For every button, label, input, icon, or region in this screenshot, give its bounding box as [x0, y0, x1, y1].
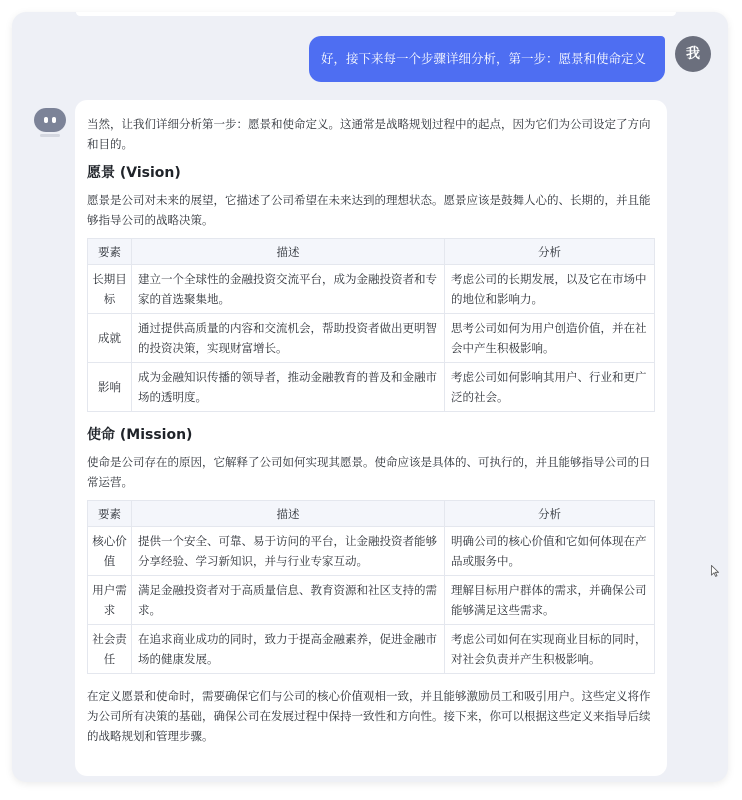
column-header: 描述	[132, 239, 445, 265]
intro-text: 当然，让我们详细分析第一步：愿景和使命定义。这通常是战略规划过程中的起点，因为它们为公司设定了方向和目的。	[87, 117, 651, 151]
robot-icon	[34, 104, 66, 136]
analysis-cell: 考虑公司如何在实现商业目标的同时，对社会负责并产生积极影响。	[445, 625, 655, 674]
user-message-bubble: 好，接下来每一个步骤详细分析，第一步：愿景和使命定义	[309, 36, 665, 82]
mouse-cursor-icon	[711, 565, 719, 577]
analysis-cell: 理解目标用户群体的需求，并确保公司能够满足这些需求。	[445, 576, 655, 625]
element-cell: 影响	[88, 363, 132, 412]
description-cell: 在追求商业成功的同时，致力于提高金融素养，促进金融市场的健康发展。	[132, 625, 445, 674]
mission-description: 使命是公司存在的原因，它解释了公司如何实现其愿景。使命应该是具体的、可执行的，并且能够指导公司的日常运营。	[87, 455, 651, 489]
element-cell: 长期目标	[88, 265, 132, 314]
conclusion-text: 在定义愿景和使命时，需要确保它们与公司的核心价值观相一致，并且能够激励员工和吸引用户。这些定义将作为公司所有决策的基础，确保公司在发展过程中保持一致性和方向性。接下来，你可以根据这些定义来指导后续的战略规划和管理步骤。	[87, 689, 651, 743]
user-avatar[interactable]: 我	[675, 36, 711, 72]
column-header: 分析	[445, 239, 655, 265]
chat-panel	[12, 12, 728, 782]
table-header-row	[88, 501, 655, 527]
assistant-message-bubble	[75, 100, 667, 776]
column-header: 分析	[445, 501, 655, 527]
column-header: 要素	[88, 501, 132, 527]
table-row	[88, 314, 655, 363]
table-header-row	[88, 239, 655, 265]
vision-description: 愿景是公司对未来的展望，它描述了公司希望在未来达到的理想状态。愿景应该是鼓舞人心的、长期的，并且能够指导公司的战略决策。	[87, 193, 651, 227]
table-row	[88, 265, 655, 314]
previous-message-edge	[76, 12, 676, 16]
analysis-cell: 思考公司如何为用户创造价值，并在社会中产生积极影响。	[445, 314, 655, 363]
column-header: 要素	[88, 239, 132, 265]
element-cell: 成就	[88, 314, 132, 363]
mission-table	[87, 500, 655, 674]
description-cell: 建立一个全球性的金融投资交流平台，成为金融投资者和专家的首选聚集地。	[132, 265, 445, 314]
table-row	[88, 363, 655, 412]
table-row	[88, 625, 655, 674]
description-cell: 成为金融知识传播的领导者，推动金融教育的普及和金融市场的透明度。	[132, 363, 445, 412]
analysis-cell: 明确公司的核心价值和它如何体现在产品或服务中。	[445, 527, 655, 576]
description-cell: 满足金融投资者对于高质量信息、教育资源和社区支持的需求。	[132, 576, 445, 625]
element-cell: 社会责任	[88, 625, 132, 674]
analysis-cell: 考虑公司的长期发展，以及它在市场中的地位和影响力。	[445, 265, 655, 314]
vision-table	[87, 238, 655, 412]
mission-heading: 使命 (Mission)	[87, 427, 193, 443]
element-cell: 用户需求	[88, 576, 132, 625]
description-cell: 提供一个安全、可靠、易于访问的平台，让金融投资者能够分享经验、学习新知识，并与行业专家互动。	[132, 527, 445, 576]
table-row	[88, 527, 655, 576]
description-cell: 通过提供高质量的内容和交流机会，帮助投资者做出更明智的投资决策，实现财富增长。	[132, 314, 445, 363]
column-header: 描述	[132, 501, 445, 527]
element-cell: 核心价值	[88, 527, 132, 576]
vision-heading: 愿景 (Vision)	[87, 165, 181, 181]
table-row	[88, 576, 655, 625]
analysis-cell: 考虑公司如何影响其用户、行业和更广泛的社会。	[445, 363, 655, 412]
